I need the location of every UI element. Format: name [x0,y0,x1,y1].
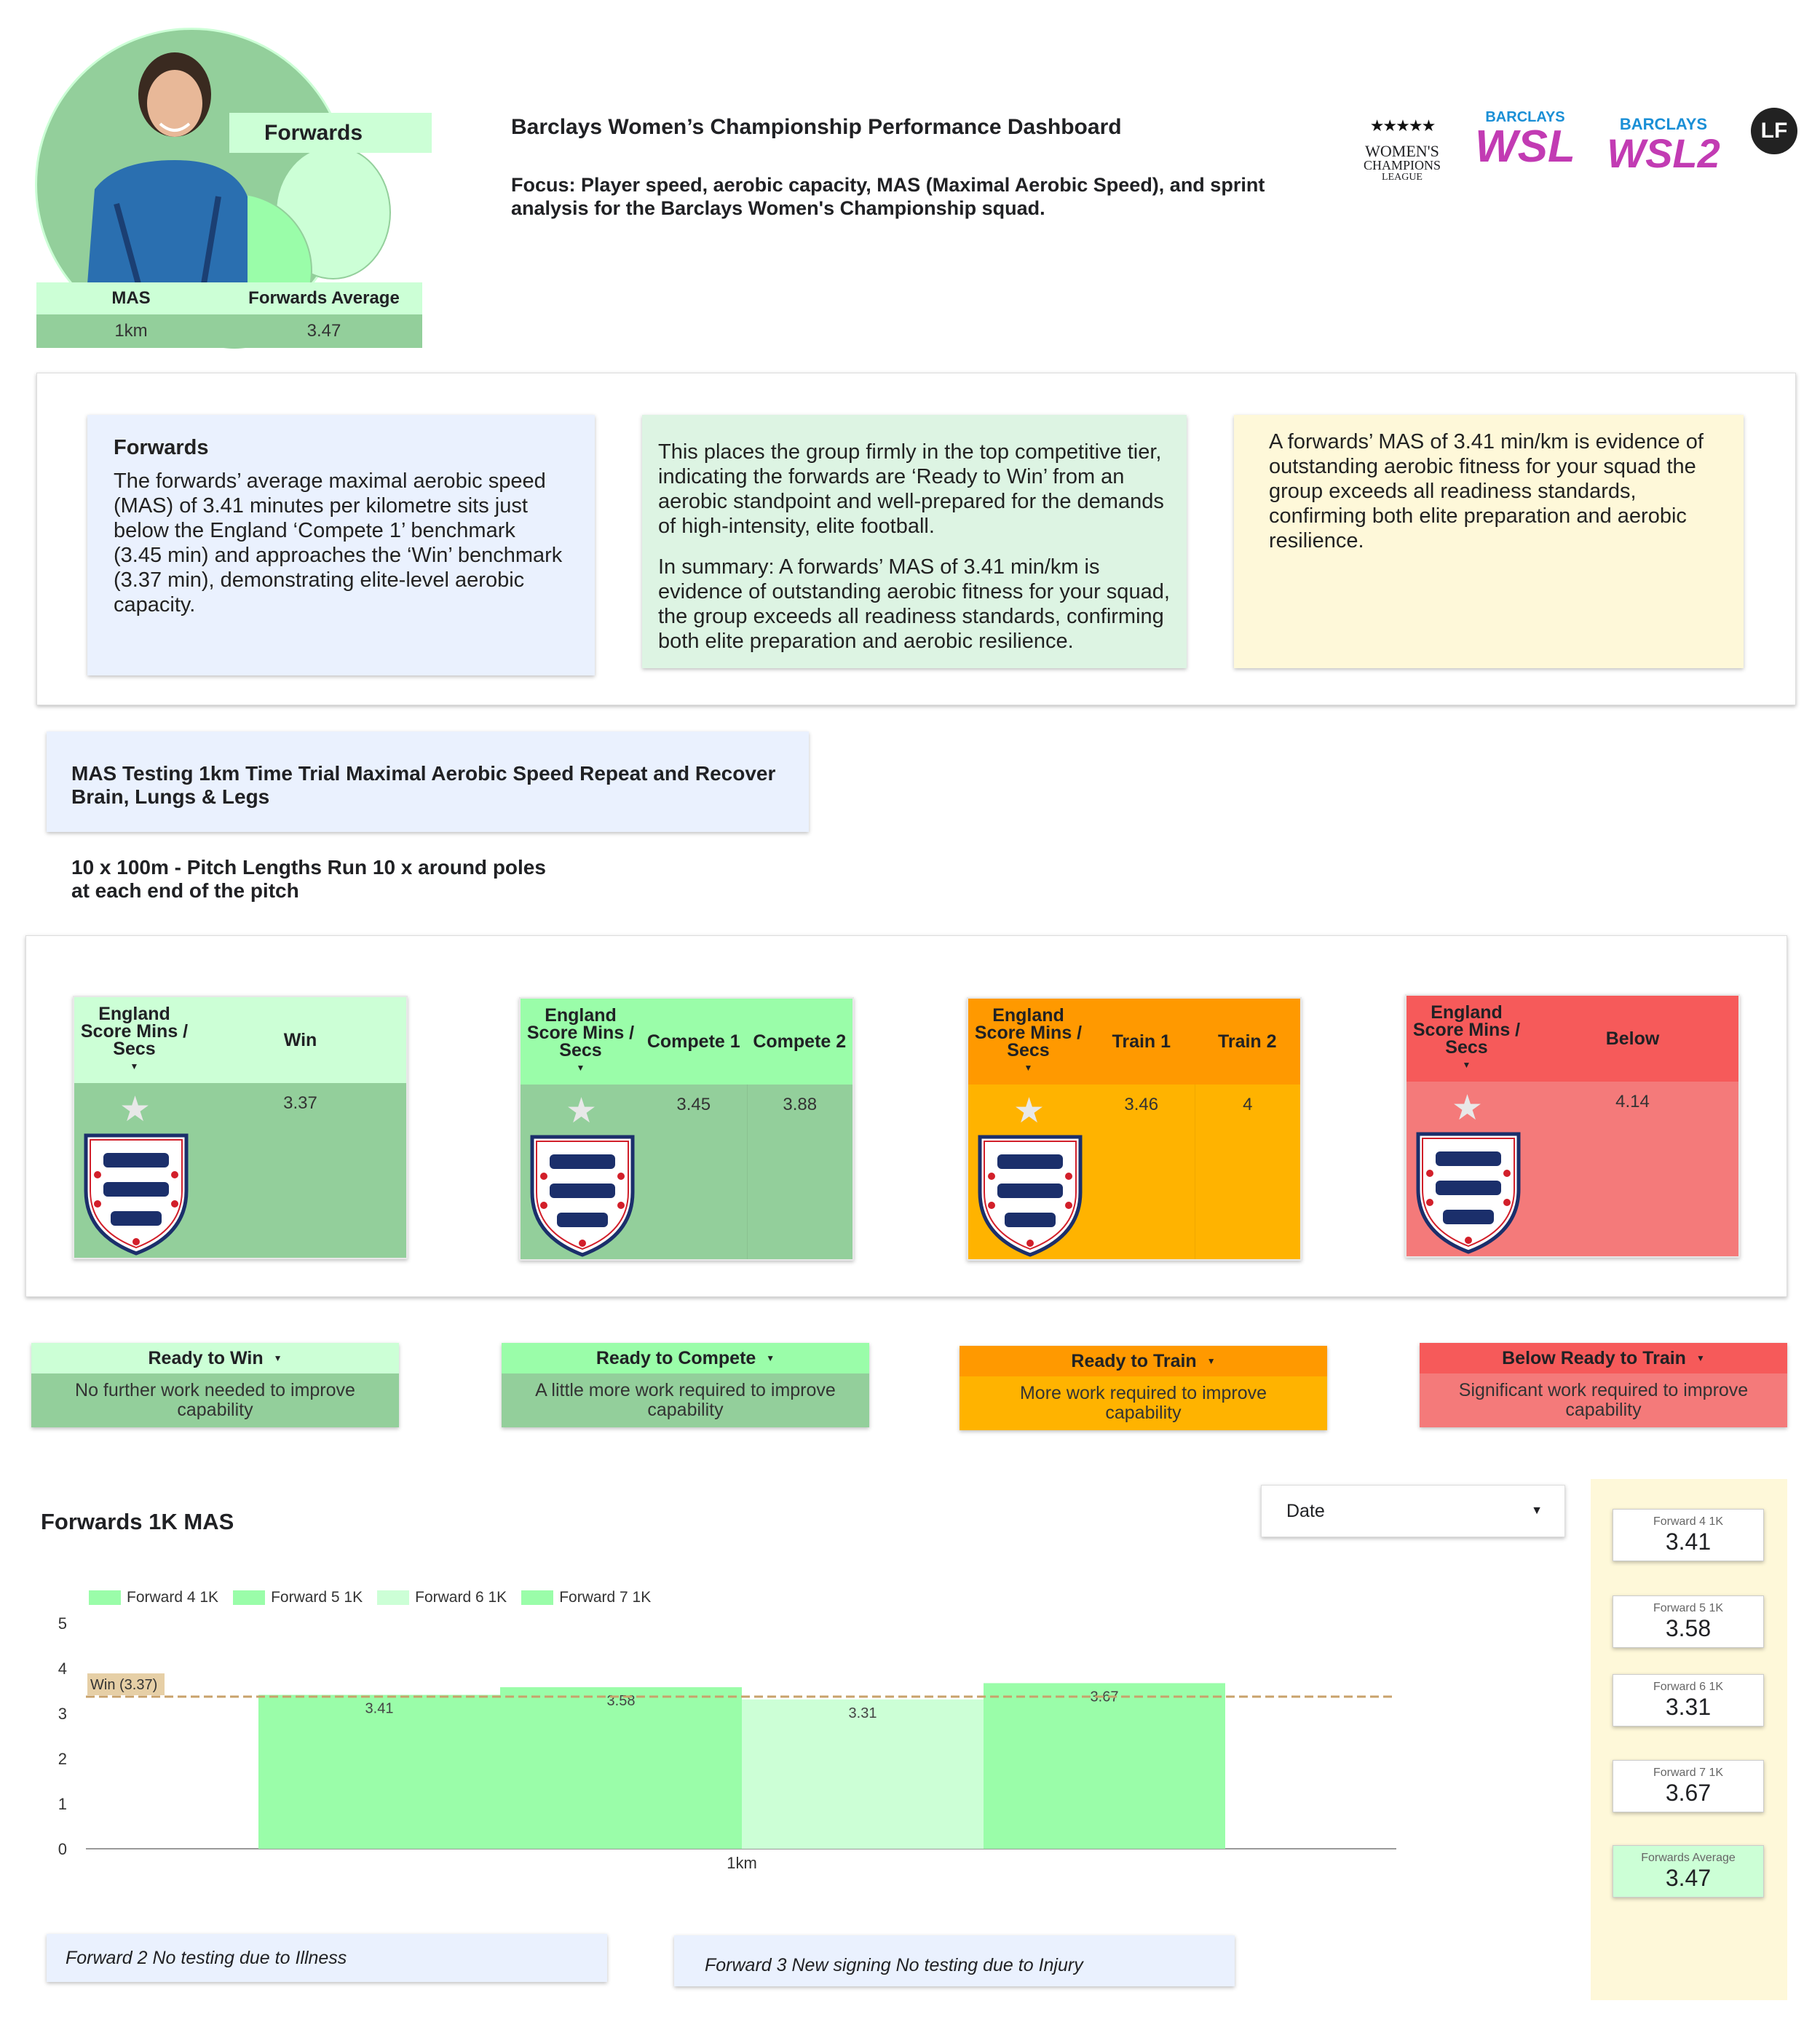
ucl-stars-icon: ★★★★★ [1369,116,1435,135]
scorecard-value: 3.47 [1665,1865,1712,1891]
analysis-conclusion-text: A forwards’ MAS of 3.41 min/km is evidence of outstanding aerobic fitness for your squad the group exceeds all readiness standards, confirming both elite preparation and aerobic resilience. [1269,430,1704,552]
status-ready-to-train[interactable] [960,1346,1327,1430]
benchmark-column-header: Train 1 [1112,1031,1171,1052]
y-tick-label: 1 [58,1795,67,1813]
scorecard [1613,1845,1764,1898]
england-score-header[interactable] [74,997,194,1083]
legend-label: Forward 6 1K [415,1589,507,1606]
england-score-header[interactable] [968,999,1088,1085]
status-ready-to-compete[interactable] [502,1343,869,1427]
england-score-label: England Score Mins / Secs [80,1004,189,1059]
chevron-down-icon: ▼ [1531,1504,1543,1517]
scorecard [1613,1595,1764,1648]
testing-description [71,856,546,903]
england-score-cell [1406,1082,1527,1256]
status-title [960,1346,1327,1376]
england-crest-icon [83,1133,189,1256]
england-crest-icon [529,1134,636,1258]
benchmark-value: 4 [1195,1085,1301,1259]
analysis-card-conclusion [1234,415,1744,668]
status-title-text: Ready to Compete [596,1347,756,1368]
mas-table-row [36,314,422,348]
testing-desc-line-2: at each end of the pitch [71,879,299,902]
lf-logo-text: LF [1760,119,1788,143]
bar-data-label: 3.67 [1090,1689,1119,1705]
benchmark-card-header [968,999,1300,1085]
mas-summary-table [36,282,422,348]
sort-caret-icon: ▼ [130,1061,139,1071]
bar-forward-7-1k [984,1683,1225,1849]
scorecard-value: 3.41 [1665,1529,1712,1555]
ucl-line-1: WOMEN'S [1365,142,1439,160]
dropdown-caret-icon: ▼ [273,1353,282,1363]
dropdown-caret-icon: ▼ [766,1353,775,1363]
wsl2-text: WSL2 [1607,130,1720,176]
ucl-line-3: LEAGUE [1382,172,1423,183]
note-forward-3-text: Forward 3 New signing No testing due to Injury [705,1955,1083,1975]
scorecard-label: Forward 4 1K [1653,1515,1724,1528]
star-icon: ★ [119,1090,151,1129]
benchmark-column-header: Compete 1 [646,1031,740,1052]
star-icon: ★ [566,1092,598,1130]
dropdown-caret-icon: ▼ [1206,1356,1216,1366]
bar-data-label: 3.58 [606,1693,636,1710]
status-description [31,1373,399,1427]
status-description [502,1373,869,1427]
star-icon: ★ [1452,1089,1484,1127]
forwards-badge: Forwards [229,113,432,153]
analysis-card-title: Forwards [114,436,209,459]
scorecard-label: Forward 6 1K [1653,1681,1724,1693]
bar-forward-4-1k [258,1695,500,1849]
star-icon: ★ [1013,1092,1045,1130]
scorecard-value: 3.67 [1665,1780,1712,1806]
benchmark-value: 3.88 [747,1085,853,1259]
y-tick-label: 4 [58,1660,67,1678]
date-filter-dropdown[interactable] [1261,1485,1565,1537]
focus-line-2: analysis for the Barclays Women's Championship squad. [511,197,1045,219]
england-score-label: England Score Mins / Secs [1412,1002,1521,1058]
mas-table-header-mas: MAS [111,288,151,308]
england-score-header[interactable] [1406,996,1527,1082]
sort-caret-icon: ▼ [576,1063,585,1073]
benchmark-column-header: Compete 2 [753,1031,847,1052]
bar-data-label: 3.31 [848,1705,877,1721]
status-title [1420,1343,1787,1373]
bar-forward-5-1k [500,1687,742,1849]
y-tick-label: 2 [58,1750,67,1768]
note-forward-3 [674,1935,1235,1986]
scorecard-value: 3.58 [1665,1615,1712,1641]
status-title [31,1343,399,1373]
status-description [1420,1373,1787,1427]
bar-data-label: 3.41 [365,1700,394,1717]
benchmark-value: 4.14 [1615,1092,1650,1111]
legend-label: Forward 5 1K [271,1589,363,1606]
status-title-text: Ready to Train [1071,1350,1197,1371]
status-description-text: A little more work required to improve capability [535,1380,836,1420]
analysis-card-summary [642,415,1187,668]
benchmark-value: 3.45 [676,1095,711,1114]
dropdown-caret-icon: ▼ [1696,1353,1705,1363]
mas-table-header [36,282,422,314]
date-filter-label: Date [1286,1500,1325,1521]
scorecard-value: 3.31 [1665,1694,1712,1720]
x-tick-label: 1km [727,1854,757,1872]
y-tick-label: 0 [58,1840,67,1858]
england-crest-icon [977,1134,1083,1258]
legend-label: Forward 4 1K [127,1589,219,1606]
note-forward-2 [47,1934,607,1982]
note-forward-2-text: Forward 2 No testing due to Illness [66,1948,347,1968]
testing-title-box [47,732,809,832]
mas-table-average-value: 3.47 [306,321,341,341]
status-description-text: Significant work required to improve capability [1458,1380,1749,1420]
benchmark-column-header: Below [1605,1028,1660,1049]
benchmark-card-body [521,1085,852,1259]
wsl2-brand: BARCLAYS [1619,115,1708,133]
player-photo [73,44,248,284]
lf-logo [1751,108,1797,154]
benchmark-value: 3.46 [1124,1095,1159,1114]
benchmark-card-body [74,1083,406,1258]
status-description-text: No further work needed to improve capability [75,1380,355,1420]
benchmark-column-header: Win [283,1030,317,1050]
status-ready-to-win[interactable] [31,1343,399,1427]
y-tick-label: 3 [58,1705,67,1723]
forwards-mas-chart [0,1601,1412,1878]
scorecard-label: Forward 5 1K [1653,1602,1724,1614]
testing-desc-line-1: 10 x 100m - Pitch Lengths Run 10 x around poles [71,856,546,879]
benchmark-card-header [521,999,852,1085]
ucl-womens-logo [1354,116,1450,183]
status-title-text: Ready to Win [148,1347,264,1368]
england-score-cell [74,1083,194,1258]
focus-line-1: Focus: Player speed, aerobic capacity, MAS (Maximal Aerobic Speed), and sprint [511,174,1265,196]
england-score-cell [521,1085,641,1259]
benchmark-card-header [74,997,406,1083]
y-tick-label: 5 [58,1614,67,1633]
england-score-label: England Score Mins / Secs [974,1005,1083,1060]
analysis-card-text: The forwards’ average maximal aerobic speed (MAS) of 3.41 minutes per kilometre sits just below the England ‘Compete 1’ benchmark (3.45 min) and approaches the ‘Win’ benchmark (3.37 min), demonstrating elite-level aerobic capacity. [114,469,563,616]
benchmark-card-header [1406,996,1738,1082]
bar-forward-6-1k [742,1700,984,1849]
ucl-line-2: CHAMPIONS [1363,158,1441,173]
benchmark-card [967,997,1302,1261]
status-below-ready-to-train[interactable] [1420,1343,1787,1427]
wsl-logo [1463,109,1587,172]
win-reference-label: Win (3.37) [90,1677,158,1694]
mas-table-header-average: Forwards Average [248,288,400,308]
analysis-summary-paragraph-1: This places the group firmly in the top competitive tier, indicating the forwards are ‘Ready to Win’ from an aerobic standpoint and well-prepared for the demands of high-intensity, elite football. [658,440,1164,538]
chart-title: Forwards 1K MAS [41,1509,234,1534]
page-title: Barclays Women’s Championship Performance Dashboard [511,115,1122,139]
scorecard [1613,1509,1764,1561]
status-description-text: More work required to improve capability [1019,1383,1267,1423]
legend-label: Forward 7 1K [559,1589,652,1606]
sort-caret-icon: ▼ [1024,1063,1033,1073]
testing-title-line-2: Brain, Lungs & Legs [71,785,270,808]
england-score-label: England Score Mins / Secs [526,1005,635,1060]
benchmark-value: 3.37 [283,1093,317,1113]
analysis-summary-paragraph-2: In summary: A forwards’ MAS of 3.41 min/km is evidence of outstanding aerobic fitness for your squad, the group exceeds all readiness standards, confirming both elite preparation and aerobic resilience. [658,555,1170,653]
england-crest-icon [1415,1131,1522,1255]
benchmark-card-body [968,1085,1300,1259]
wsl2-logo [1598,115,1729,176]
scorecard-label: Forwards Average [1641,1852,1736,1864]
status-title-text: Below Ready to Train [1502,1347,1686,1368]
wsl-text: WSL [1475,122,1575,172]
focus-description [511,173,1265,220]
england-score-header[interactable] [521,999,641,1085]
status-title [502,1343,869,1373]
benchmark-card [519,997,854,1261]
scorecard [1613,1674,1764,1726]
england-score-cell [968,1085,1088,1259]
benchmark-card-body [1406,1082,1738,1256]
benchmark-card [1405,994,1740,1258]
analysis-card-forwards [87,415,595,675]
status-description [960,1376,1327,1430]
testing-title-line-1: MAS Testing 1km Time Trial Maximal Aerobic Speed Repeat and Recover [71,762,776,785]
benchmark-column-header: Train 2 [1217,1031,1277,1052]
sort-caret-icon: ▼ [1462,1060,1471,1070]
benchmark-card [73,996,408,1259]
wsl-brand: BARCLAYS [1485,109,1565,125]
mas-table-distance: 1km [114,321,148,341]
scorecard [1613,1760,1764,1812]
scorecard-label: Forward 7 1K [1653,1767,1724,1779]
